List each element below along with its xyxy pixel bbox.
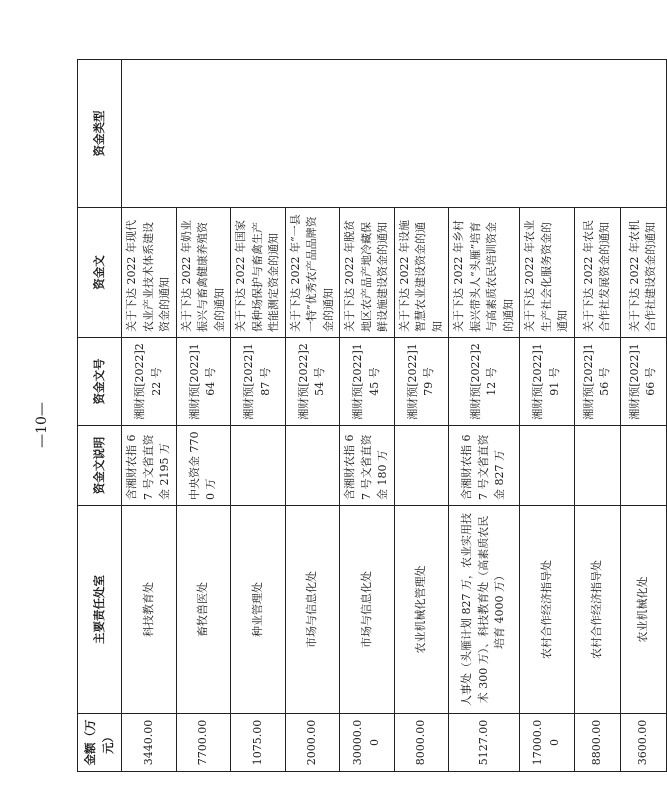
header-row <box>78 60 122 772</box>
office-cell: 农村合作经济指导处 <box>574 506 620 714</box>
docno-cell: 湘财预[2022]187 号 <box>231 338 286 426</box>
amount-cell: 8800.00 <box>574 714 620 772</box>
desc-cell <box>520 426 575 506</box>
amount-cell: 30000.00 <box>340 714 395 772</box>
page-number: —10— <box>34 402 51 448</box>
amount-cell: 7700.00 <box>176 714 231 772</box>
office-cell: 农业机械化处 <box>620 506 666 714</box>
category-cell <box>122 60 667 208</box>
desc-cell <box>231 426 286 506</box>
header-doc: 资金文 <box>78 208 122 338</box>
office-cell: 市场与信息化处 <box>340 506 395 714</box>
docno-cell: 湘财预[2022]222 号 <box>122 338 177 426</box>
desc-cell: 含湘财农指 67 号文省直资金 827 万 <box>449 426 520 506</box>
doc-cell: 关于下达 2022 年国家保种场保护与畜禽生产性能测定资金的通知 <box>231 208 286 338</box>
docno-cell: 湘财预[2022]145 号 <box>340 338 395 426</box>
doc-cell: 关于下达 2022 年设施智慧农业建设资金的通知 <box>394 208 449 338</box>
doc-cell: 关于下达 2022 年乡村振兴带头人“头雁”培育与高素质农民培训资金的通知 <box>449 208 520 338</box>
doc-cell: 关于下达 2022 年现代农业产业技术体系建设资金的通知 <box>122 208 177 338</box>
funds-table <box>77 59 667 772</box>
docno-cell: 湘财预[2022]191 号 <box>520 338 575 426</box>
header-docno: 资金文号 <box>78 338 122 426</box>
amount-cell: 3440.00 <box>122 714 177 772</box>
doc-cell: 关于下达 2022 年农民合作社发展资金的通知 <box>574 208 620 338</box>
desc-cell: 含湘财农指 67 号文省直资金 2195 万 <box>122 426 177 506</box>
docno-cell: 湘财预[2022]254 号 <box>285 338 340 426</box>
header-office: 主要责任处室 <box>78 506 122 714</box>
amount-cell: 3600.00 <box>620 714 666 772</box>
table-row <box>122 60 177 772</box>
office-cell: 种业管理处 <box>231 506 286 714</box>
doc-cell: 关于下达 2022 年脱贫地区农产品产地冷藏保鲜设施建设资金的通知 <box>340 208 395 338</box>
desc-cell <box>285 426 340 506</box>
docno-cell: 湘财预[2022]156 号 <box>574 338 620 426</box>
desc-cell: 含湘财农指 67 号文省直资金 180 万 <box>340 426 395 506</box>
header-amount: 金额（万元） <box>78 714 122 772</box>
doc-cell: 关于下达 2022 年“一县一特”优秀农产品品牌资金的通知 <box>285 208 340 338</box>
amount-cell: 5127.00 <box>449 714 520 772</box>
header-category: 资金类型 <box>78 60 122 208</box>
amount-cell: 17000.00 <box>520 714 575 772</box>
doc-cell: 关于下达 2022 年农机合作社建设资金的通知 <box>620 208 666 338</box>
amount-cell: 1075.00 <box>231 714 286 772</box>
doc-cell: 关于下达 2022 年奶业振兴与畜禽健康养殖资金的通知 <box>176 208 231 338</box>
amount-cell: 8000.00 <box>394 714 449 772</box>
office-cell: 人事处（头雁计划 827 万，农业实用技术 300 万）、科技教育处（高素质农民培育 4000 万） <box>449 506 520 714</box>
office-cell: 市场与信息化处 <box>285 506 340 714</box>
rotated-table-container <box>77 60 657 772</box>
docno-cell: 湘财预[2022]166 号 <box>620 338 666 426</box>
desc-cell <box>620 426 666 506</box>
doc-cell: 关于下达 2022 年农业生产社会化服务资金的通知 <box>520 208 575 338</box>
office-cell: 科技教育处 <box>122 506 177 714</box>
desc-cell <box>394 426 449 506</box>
docno-cell: 湘财预[2022]179 号 <box>394 338 449 426</box>
docno-cell: 湘财预[2022]212 号 <box>449 338 520 426</box>
office-cell: 畜牧兽医处 <box>176 506 231 714</box>
amount-cell: 2000.00 <box>285 714 340 772</box>
office-cell: 农业机械化管理处 <box>394 506 449 714</box>
docno-cell: 湘财预[2022]164 号 <box>176 338 231 426</box>
desc-cell: 中央资金 7700 万 <box>176 426 231 506</box>
office-cell: 农村合作经济指导处 <box>520 506 575 714</box>
desc-cell <box>574 426 620 506</box>
header-desc: 资金文说明 <box>78 426 122 506</box>
